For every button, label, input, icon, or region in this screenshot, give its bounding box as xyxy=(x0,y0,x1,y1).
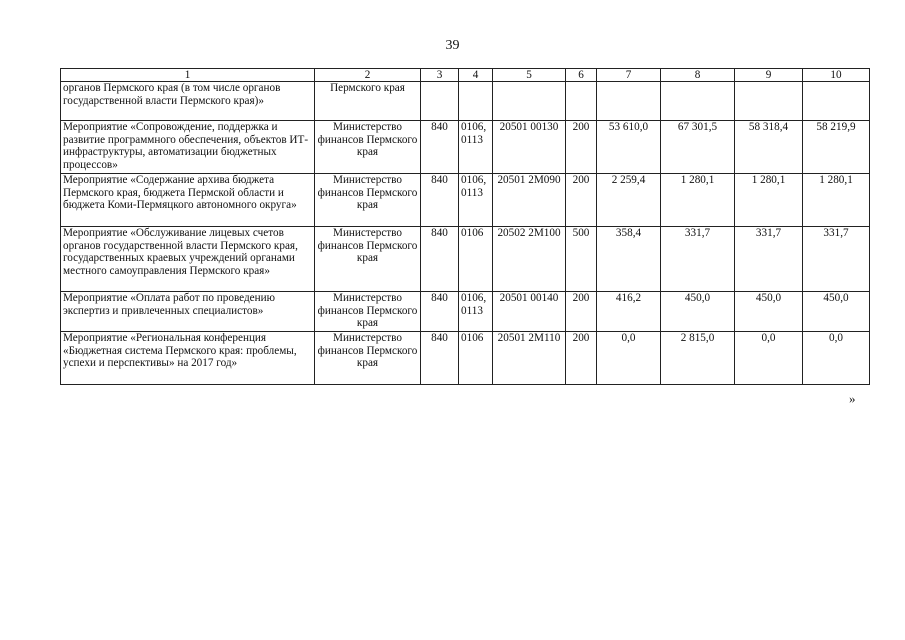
column-number: 4 xyxy=(459,69,493,82)
responsible-body: Пермского края xyxy=(315,82,421,121)
code-cell xyxy=(421,82,459,121)
column-number: 2 xyxy=(315,69,421,82)
responsible-body: Министерство финансов Пермского края xyxy=(315,292,421,332)
section-cell: 0106, 0113 xyxy=(459,292,493,332)
table-row xyxy=(61,227,870,292)
amount-cell: 53 610,0 xyxy=(597,121,661,174)
table-row xyxy=(61,82,870,121)
table-row xyxy=(61,332,870,385)
expense-type-cell: 200 xyxy=(566,292,597,332)
column-number: 5 xyxy=(493,69,566,82)
expense-type-cell: 200 xyxy=(566,332,597,385)
column-number: 1 xyxy=(61,69,315,82)
amount-cell: 1 280,1 xyxy=(735,174,803,227)
amount-cell: 0,0 xyxy=(597,332,661,385)
page-number: 39 xyxy=(445,38,460,53)
code-cell: 840 xyxy=(421,227,459,292)
amount-cell: 67 301,5 xyxy=(661,121,735,174)
column-number: 8 xyxy=(661,69,735,82)
column-number-row xyxy=(61,69,870,82)
amount-cell: 2 259,4 xyxy=(597,174,661,227)
amount-cell xyxy=(661,82,735,121)
amount-cell xyxy=(735,82,803,121)
amount-cell: 1 280,1 xyxy=(661,174,735,227)
amount-cell: 0,0 xyxy=(803,332,870,385)
target-article-cell: 20501 00140 xyxy=(493,292,566,332)
section-cell: 0106 xyxy=(459,227,493,292)
amount-cell: 58 219,9 xyxy=(803,121,870,174)
responsible-body: Министерство финансов Пермского края xyxy=(315,332,421,385)
column-number: 10 xyxy=(803,69,870,82)
amount-cell: 416,2 xyxy=(597,292,661,332)
column-number: 9 xyxy=(735,69,803,82)
responsible-body: Министерство финансов Пермского края xyxy=(315,174,421,227)
amount-cell: 331,7 xyxy=(661,227,735,292)
column-number: 7 xyxy=(597,69,661,82)
amount-cell xyxy=(803,82,870,121)
amount-cell: 331,7 xyxy=(803,227,870,292)
closing-quote-mark: » xyxy=(849,391,856,406)
code-cell: 840 xyxy=(421,174,459,227)
expense-type-cell: 500 xyxy=(566,227,597,292)
section-cell: 0106, 0113 xyxy=(459,174,493,227)
target-article-cell xyxy=(493,82,566,121)
measure-name: Мероприятие «Обслуживание лицевых счетов органов государственной власти Пермского края, государственных краевых учреждений органами местного самоуправления Пермского края» xyxy=(61,227,315,292)
amount-cell: 450,0 xyxy=(735,292,803,332)
measure-name: Мероприятие «Оплата работ по проведению экспертиз и привлеченных специалистов» xyxy=(61,292,315,332)
target-article-cell: 20502 2М100 xyxy=(493,227,566,292)
expense-type-cell: 200 xyxy=(566,121,597,174)
amount-cell: 0,0 xyxy=(735,332,803,385)
measure-name: Мероприятие «Региональная конференция «Бюджетная система Пермского края: проблемы, успехи и перспективы» на 2017 год» xyxy=(61,332,315,385)
code-cell: 840 xyxy=(421,332,459,385)
measure-name: органов Пермского края (в том числе органов государственной власти Пермского края)» xyxy=(61,82,315,121)
expense-type-cell: 200 xyxy=(566,174,597,227)
amount-cell xyxy=(597,82,661,121)
table-row xyxy=(61,292,870,332)
measure-name: Мероприятие «Содержание архива бюджета Пермского края, бюджета Пермской области и бюджета Коми-Пермяцкого автономного округа» xyxy=(61,174,315,227)
responsible-body: Министерство финансов Пермского края xyxy=(315,227,421,292)
target-article-cell: 20501 2М110 xyxy=(493,332,566,385)
amount-cell: 331,7 xyxy=(735,227,803,292)
amount-cell: 2 815,0 xyxy=(661,332,735,385)
column-number: 3 xyxy=(421,69,459,82)
responsible-body: Министерство финансов Пермского края xyxy=(315,121,421,174)
measure-name: Мероприятие «Сопровождение, поддержка и развитие программного обеспечения, объектов ИТ-инфраструктуры, автоматизации бюджетных процессов» xyxy=(61,121,315,174)
code-cell: 840 xyxy=(421,121,459,174)
amount-cell: 58 318,4 xyxy=(735,121,803,174)
target-article-cell: 20501 2М090 xyxy=(493,174,566,227)
amount-cell: 450,0 xyxy=(661,292,735,332)
code-cell: 840 xyxy=(421,292,459,332)
expense-type-cell xyxy=(566,82,597,121)
amount-cell: 450,0 xyxy=(803,292,870,332)
table-row xyxy=(61,121,870,174)
amount-cell: 1 280,1 xyxy=(803,174,870,227)
section-cell xyxy=(459,82,493,121)
column-number: 6 xyxy=(566,69,597,82)
target-article-cell: 20501 00130 xyxy=(493,121,566,174)
budget-table xyxy=(60,68,870,385)
section-cell: 0106 xyxy=(459,332,493,385)
section-cell: 0106, 0113 xyxy=(459,121,493,174)
table-row xyxy=(61,174,870,227)
amount-cell: 358,4 xyxy=(597,227,661,292)
